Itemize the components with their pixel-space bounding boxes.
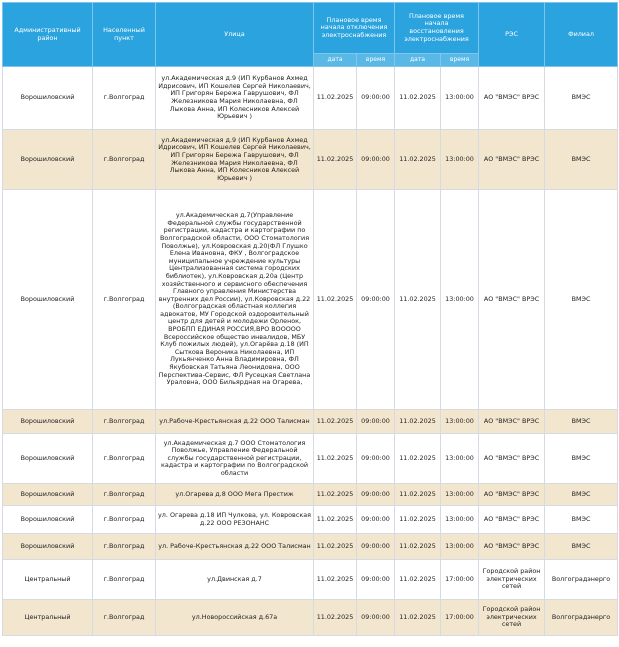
table-row [3, 506, 618, 534]
cell-off-time: 09:00:00 [357, 67, 395, 130]
cell-on-date: 11.02.2025 [395, 600, 441, 636]
table-row [3, 484, 618, 506]
cell-district: Ворошиловский [3, 190, 93, 410]
col-on-time-header: Плановое время начала восстановления электроснабжения [395, 3, 479, 54]
cell-off-date: 11.02.2025 [314, 130, 357, 190]
cell-off-date: 11.02.2025 [314, 434, 357, 484]
cell-branch: Волгоградэнерго [545, 600, 618, 636]
cell-off-date: 11.02.2025 [314, 484, 357, 506]
cell-street: ул.Академическая д.7(Управление Федеральной службы государственной регистрации, кадастра и картографии по Волгоградской области, ООО Стоматология Поволжье), ул.Ковровская д.20(ФЛ Глушко Елена Ивановна, ФКУ , Волгоградское муниципальное учреждение культуры Централизованная система городских библиотек), ул.Ковровская д.20а (Центр хозяйственного и сервисного обеспечения Главного управления Министерства внутренних дел России), ул.Ковровская д.22 (Волгоградская областная коллегия адвокатов, МУ Городской оздоровительный центр для детей и молодежи Орленок, ВРОБПП ЕДИНАЯ РОССИЯ,ВРО ВООООО Всероссийское общество инвалидов, МБУ Клуб пожилых людей), ул.Огарёва д.18 (ИП Сыткова Вероника Николаевна, ИП Лукьянченко Анна Владимировна, ФЛ Якубовская Татьяна Леонидовна, ООО Перспектива-Сервис, ФЛ Русецкая Светлана Ураловна, ООО Бильярдная на Огарева, [156, 190, 314, 410]
table-row [3, 534, 618, 560]
cell-off-date: 11.02.2025 [314, 560, 357, 600]
cell-on-time: 13:00:00 [441, 434, 479, 484]
cell-settlement: г.Волгоград [93, 484, 156, 506]
cell-street: ул.Рабоче-Крестьянская д.22 ООО Талисман [156, 410, 314, 434]
cell-branch: ВМЭС [545, 190, 618, 410]
cell-off-time: 09:00:00 [357, 190, 395, 410]
cell-street: ул.Огарева д.8 ООО Мега Престиж [156, 484, 314, 506]
cell-district: Ворошиловский [3, 534, 93, 560]
cell-district: Ворошиловский [3, 484, 93, 506]
cell-settlement: г.Волгоград [93, 130, 156, 190]
cell-on-time: 13:00:00 [441, 484, 479, 506]
table-row [3, 600, 618, 636]
cell-off-time: 09:00:00 [357, 560, 395, 600]
cell-off-time: 09:00:00 [357, 600, 395, 636]
table-body [3, 67, 618, 636]
cell-on-time: 13:00:00 [441, 190, 479, 410]
cell-branch: ВМЭС [545, 67, 618, 130]
cell-off-date: 11.02.2025 [314, 410, 357, 434]
cell-branch: ВМЭС [545, 506, 618, 534]
col-settlement-header: Населенный пункт [93, 3, 156, 67]
col-street-header: Улица [156, 3, 314, 67]
cell-res: АО "ВМЭС" ВРЭС [479, 484, 545, 506]
cell-on-time: 17:00:00 [441, 560, 479, 600]
cell-off-date: 11.02.2025 [314, 534, 357, 560]
cell-res: АО "ВМЭС" ВРЭС [479, 434, 545, 484]
cell-res: АО "ВМЭС" ВРЭС [479, 410, 545, 434]
col-branch-header: Филиал [545, 3, 618, 67]
cell-off-time: 09:00:00 [357, 484, 395, 506]
cell-branch: Волгоградэнерго [545, 560, 618, 600]
col-off-time-subheader: время [357, 54, 395, 67]
cell-settlement: г.Волгоград [93, 560, 156, 600]
table-row [3, 67, 618, 130]
cell-branch: ВМЭС [545, 410, 618, 434]
cell-on-date: 11.02.2025 [395, 67, 441, 130]
cell-on-date: 11.02.2025 [395, 190, 441, 410]
cell-settlement: г.Волгоград [93, 67, 156, 130]
table-row [3, 130, 618, 190]
table-row [3, 410, 618, 434]
cell-on-time: 13:00:00 [441, 506, 479, 534]
table-row [3, 560, 618, 600]
cell-street: ул.Академическая д.9 (ИП Курбанов Ахмед Идрисович, ИП Кошелев Сергей Николаевич, ИП Григорян Бережа Гаврушович, ФЛ Железникова Мария Николаевна, ФЛ Лыкова Анна, ИП Колесников Алексей Юрьевич ) [156, 67, 314, 130]
cell-on-date: 11.02.2025 [395, 434, 441, 484]
col-on-date-subheader: дата [395, 54, 441, 67]
col-res-header: РЭС [479, 3, 545, 67]
cell-district: Ворошиловский [3, 130, 93, 190]
cell-settlement: г.Волгоград [93, 190, 156, 410]
cell-res: Городской район электрических сетей [479, 560, 545, 600]
cell-off-time: 09:00:00 [357, 506, 395, 534]
cell-on-time: 13:00:00 [441, 67, 479, 130]
cell-district: Центральный [3, 560, 93, 600]
cell-branch: ВМЭС [545, 130, 618, 190]
cell-res: АО "ВМЭС" ВРЭС [479, 190, 545, 410]
col-off-time-header: Плановое время начала отключения электроснабжения [314, 3, 395, 54]
cell-off-date: 11.02.2025 [314, 67, 357, 130]
cell-street: ул. Огарева д.18 ИП Чулкова, ул. Ковровская д.22 ООО РЕЗОНАНС [156, 506, 314, 534]
cell-street: ул.Новороссийская д.67а [156, 600, 314, 636]
col-on-time-subheader: время [441, 54, 479, 67]
cell-settlement: г.Волгоград [93, 534, 156, 560]
cell-on-date: 11.02.2025 [395, 506, 441, 534]
outage-table-wrapper [2, 2, 617, 636]
table-row [3, 190, 618, 410]
cell-on-time: 13:00:00 [441, 410, 479, 434]
cell-off-date: 11.02.2025 [314, 600, 357, 636]
cell-street: ул.Академическая д.7 ООО Стоматология Поволжье, Управление Федеральной службы государственной регистрации, кадастра и картографии по Волгоградской области [156, 434, 314, 484]
cell-settlement: г.Волгоград [93, 600, 156, 636]
cell-off-time: 09:00:00 [357, 434, 395, 484]
cell-on-date: 11.02.2025 [395, 130, 441, 190]
outage-table [2, 2, 618, 636]
cell-res: АО "ВМЭС" ВРЭС [479, 534, 545, 560]
cell-on-date: 11.02.2025 [395, 484, 441, 506]
cell-district: Ворошиловский [3, 410, 93, 434]
cell-off-time: 09:00:00 [357, 130, 395, 190]
cell-street: ул.Двинская д.7 [156, 560, 314, 600]
cell-off-date: 11.02.2025 [314, 506, 357, 534]
table-row [3, 434, 618, 484]
col-off-date-subheader: дата [314, 54, 357, 67]
cell-res: АО "ВМЭС" ВРЭС [479, 506, 545, 534]
col-district-header: Административный район [3, 3, 93, 67]
cell-settlement: г.Волгоград [93, 410, 156, 434]
cell-district: Ворошиловский [3, 434, 93, 484]
cell-street: ул. Рабоче-Крестьянская д.22 ООО Талисман [156, 534, 314, 560]
cell-off-time: 09:00:00 [357, 410, 395, 434]
cell-district: Центральный [3, 600, 93, 636]
cell-branch: ВМЭС [545, 484, 618, 506]
cell-street: ул.Академическая д.9 (ИП Курбанов Ахмед Идрисович, ИП Кошелев Сергей Николаевич, ИП Григорян Бережа Гаврушович, ФЛ Железникова Мария Николаевна, ФЛ Лыкова Анна, ИП Колесников Алексей Юрьевич ) [156, 130, 314, 190]
table-header [3, 3, 618, 67]
cell-off-time: 09:00:00 [357, 534, 395, 560]
cell-res: АО "ВМЭС" ВРЭС [479, 67, 545, 130]
cell-settlement: г.Волгоград [93, 506, 156, 534]
cell-district: Ворошиловский [3, 67, 93, 130]
cell-district: Ворошиловский [3, 506, 93, 534]
cell-branch: ВМЭС [545, 534, 618, 560]
cell-off-date: 11.02.2025 [314, 190, 357, 410]
cell-on-time: 13:00:00 [441, 534, 479, 560]
cell-on-date: 11.02.2025 [395, 534, 441, 560]
cell-on-date: 11.02.2025 [395, 410, 441, 434]
cell-res: АО "ВМЭС" ВРЭС [479, 130, 545, 190]
cell-settlement: г.Волгоград [93, 434, 156, 484]
cell-branch: ВМЭС [545, 434, 618, 484]
cell-on-time: 13:00:00 [441, 130, 479, 190]
cell-on-time: 17:00:00 [441, 600, 479, 636]
cell-on-date: 11.02.2025 [395, 560, 441, 600]
cell-res: Городской район электрических сетей [479, 600, 545, 636]
